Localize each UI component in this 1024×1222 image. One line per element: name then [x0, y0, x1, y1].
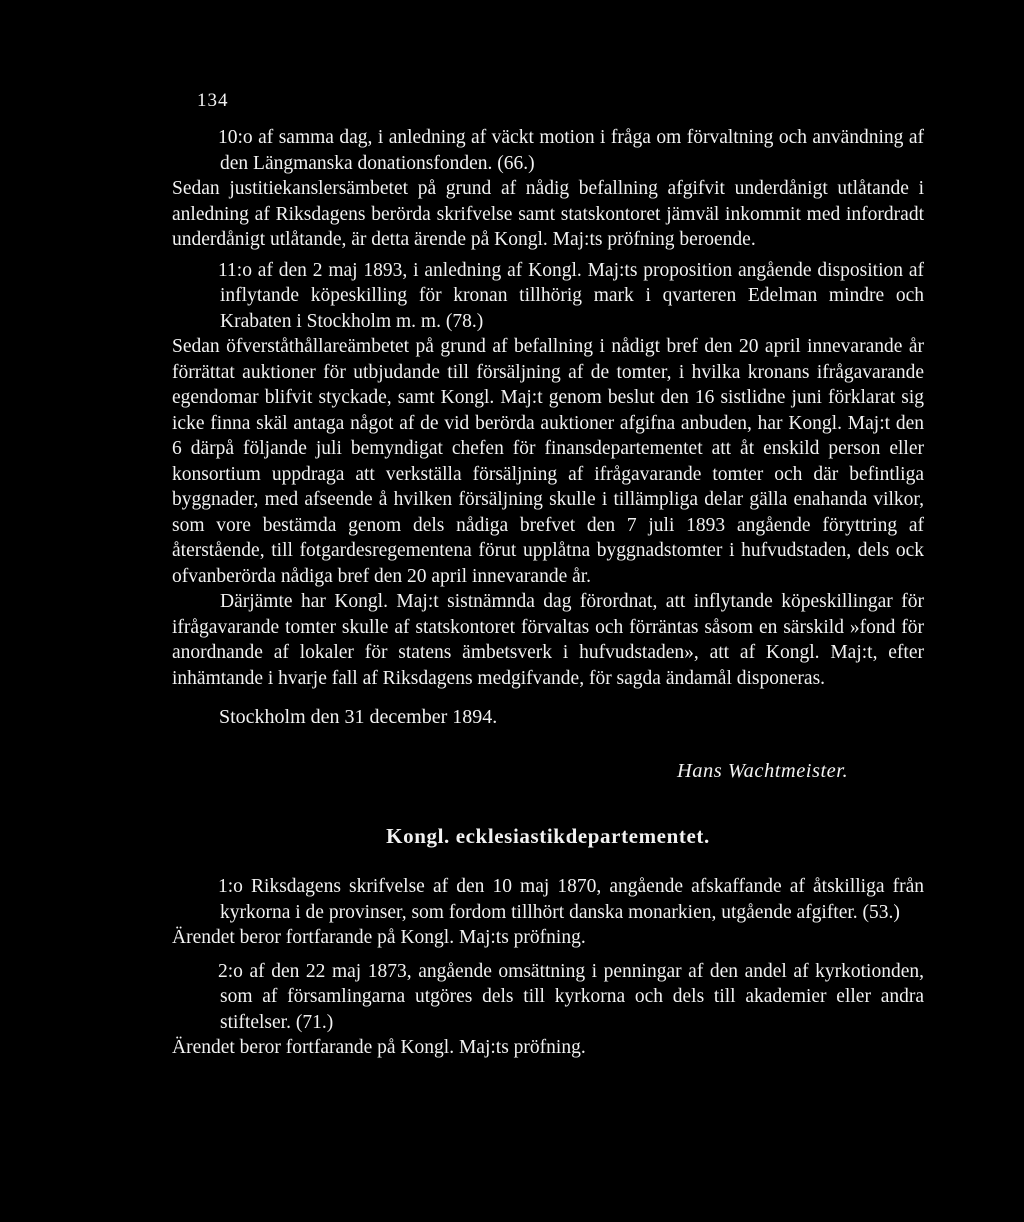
signature: Hans Wachtmeister.: [677, 760, 849, 782]
item-2: 2:o af den 22 maj 1873, angående omsättning i penningar af den andel af kyrkotionden, som af församlingarna utgöres dels till kyrkorna och dels till akademier eller andra stiftelser. (71.): [218, 960, 924, 1033]
item-10: 10:o af samma dag, i anledning af väckt motion i fråga om förvaltning och användning af den Längmanska donationsfonden. (66.): [218, 127, 924, 174]
item-11: 11:o af den 2 maj 1893, i anledning af Kongl. Maj:ts proposition angående disposition af inflytande köpeskilling för kronan tillhörig mark i qvarteren Edelman mindre och Krabaten i Stockholm m. m. (78.): [218, 259, 924, 332]
section-ecclesiastical-items: [172, 874, 924, 1061]
item-1: 1:o Riksdagens skrifvelse af den 10 maj 1870, angående afskaffande af åtskilliga från kyrkorna i de provinser, som fordom tillhört danska monarkien, utgående afgifter. (53.): [218, 876, 924, 923]
paragraph-item-11-fund: Därjämte har Kongl. Maj:t sistnämnda dag förordnat, att inflytande köpeskillingar för ifrågavarande tomter skulle af statskontoret förvaltas och förräntas såsom en särskild »fond för anordnande af lokaler för statens ämbetsverk i hufvudstaden», att af Kongl. Maj:t, efter inhämtande i hvarje fall af Riksdagens medgifvande, för sagda ändamål disponeras.: [172, 591, 924, 689]
date-line: Stockholm den 31 december 1894.: [219, 706, 498, 728]
status-item-1: Ärendet beror fortfarande på Kongl. Maj:ts pröfning.: [172, 927, 586, 948]
paragraph-item-11-auction: Sedan öfverståthållareämbetet på grund af befallning i nådigt bref den 20 april innevarande år förrättat auktioner för utbjudande till försäljning af de tomter, i hvilka kronans ifrågavarande egendomar blifvit styckade, samt Kongl. Maj:t genom beslut den 16 sistlidne juni förklarat sig icke finna skäl antaga något af de vid berörda auktioner afgifna anbuden, har Kongl. Maj:t den 6 därpå följande juli bemyndigat chefen för finansdepartementet att åt enskild person eller konsortium uppdraga att verkställa försäljning af ifrågavarande tomter och där befintliga byggnader, med afseende å hvilken försäljning skulle i tillämpliga delar gälla enahanda vilkor, som vore bestämda genom dels nådiga brefvet den 7 juli 1893 angående föryttring af återstående, till fotgardesregementena förut upplåtna byggnadstomter i hufvudstaden, dels ock ofvanberörda nådiga bref den 20 april innevarande år.: [172, 336, 924, 587]
page-number: 134: [197, 90, 229, 111]
paragraph-item-10-status: Sedan justitiekanslersämbetet på grund af nådig befallning afgifvit underdånigt utlåtande i anledning af Riksdagens berörda skrifvelse samt statskontoret jämväl inkommit med infordradt underdånigt utlåtande, är detta ärende på Kongl. Maj:ts pröfning beroende.: [172, 178, 924, 250]
section-finance-items: [172, 125, 924, 691]
department-heading: Kongl. ecklesiastikdepartementet.: [386, 824, 710, 848]
status-item-2: Ärendet beror fortfarande på Kongl. Maj:ts pröfning.: [172, 1037, 586, 1058]
